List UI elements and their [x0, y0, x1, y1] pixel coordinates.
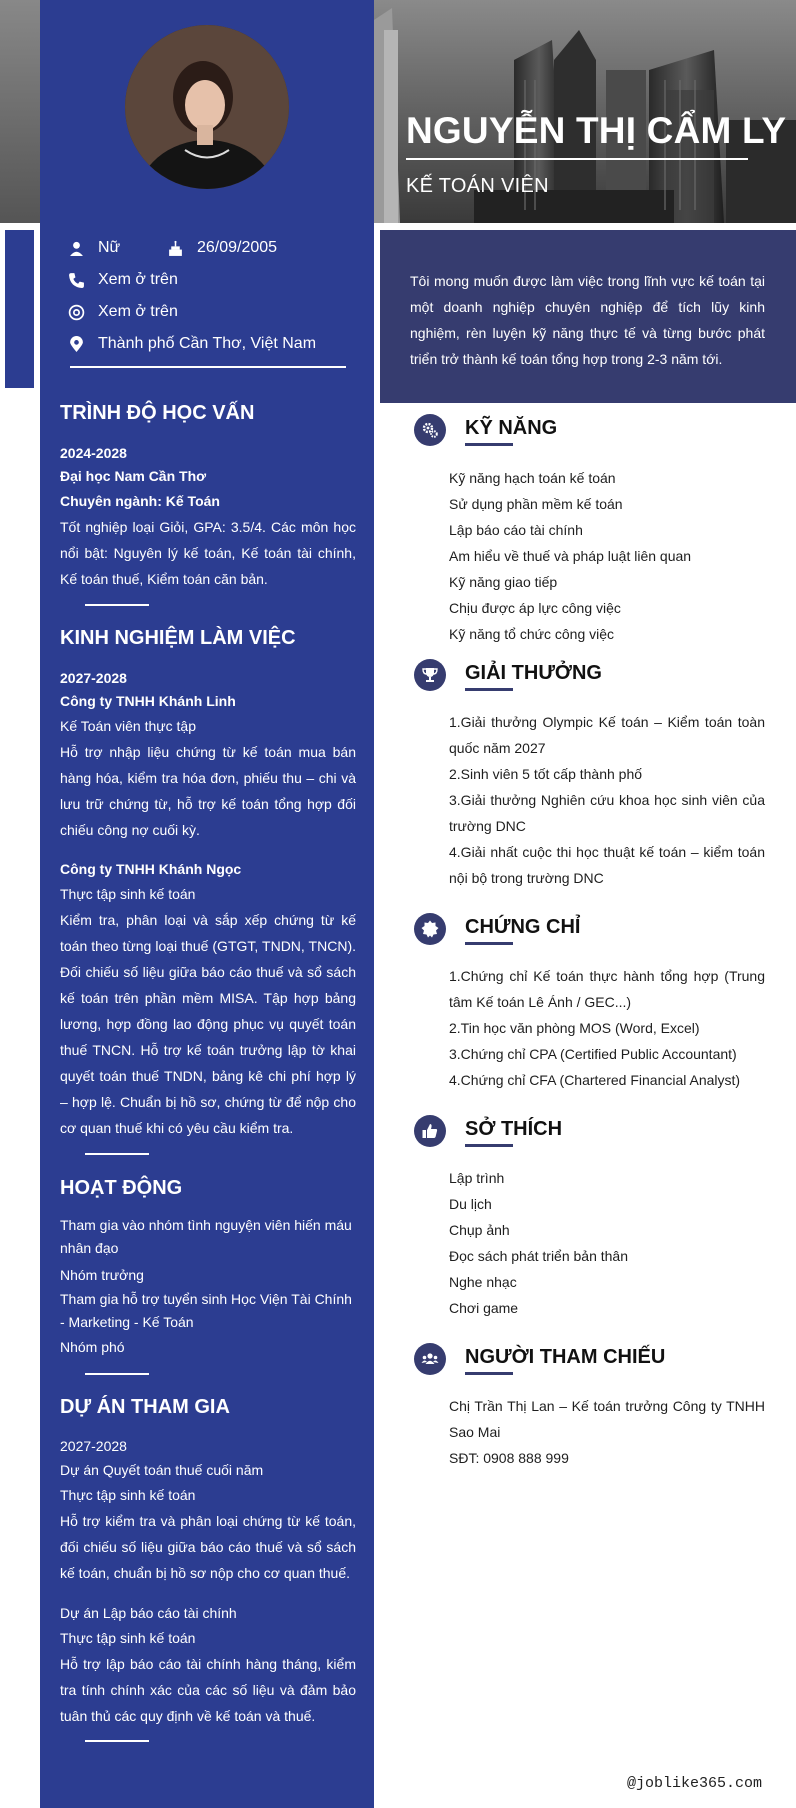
section-divider — [85, 1740, 149, 1742]
name-underline — [406, 158, 748, 160]
users-group-icon — [421, 1350, 439, 1368]
at-sign-icon — [68, 304, 85, 321]
hobby-item: Đọc sách phát triển bản thân — [449, 1248, 629, 1264]
skill-item: Lập báo cáo tài chính — [449, 522, 583, 538]
hobbies-icon-circle — [414, 1115, 446, 1147]
hobby-item: Du lịch — [449, 1196, 492, 1212]
phone-row — [68, 269, 178, 291]
accent-bar — [5, 230, 34, 388]
award-item: 3.Giải thưởng Nghiên cứu khoa học sinh viên của trường DNC — [449, 792, 765, 834]
skill-item: Chịu được áp lực công việc — [449, 600, 621, 616]
certificate-item: 3.Chứng chỉ CPA (Certified Public Accountant) — [449, 1046, 737, 1062]
phone-value: Xem ở trên — [98, 271, 178, 288]
trophy-icon — [421, 666, 439, 684]
skill-item: Sử dụng phần mềm kế toán — [449, 496, 623, 512]
project-name: Dự án Lập báo cáo tài chính — [60, 1605, 237, 1621]
skills-icon-circle — [414, 414, 446, 446]
project-desc: Hỗ trợ lập báo cáo tài chính hàng tháng, kiểm tra tính chính xác của các số liệu và đảm bảo tuân thủ các quy định về kế toán và thuế. — [60, 1656, 356, 1724]
awards-title: GIẢI THƯỞNG — [465, 662, 602, 684]
education-title: TRÌNH ĐỘ HỌC VẤN — [60, 402, 255, 424]
skill-item: Kỹ năng tổ chức công việc — [449, 626, 615, 642]
birthday-cake-icon — [167, 240, 184, 257]
references-title: NGƯỜI THAM CHIẾU — [465, 1346, 666, 1368]
education-major: Chuyên ngành: Kế Toán — [60, 493, 220, 509]
award-item: 1.Giải thưởng Olympic Kế toán – Kiểm toán toàn quốc năm 2027 — [449, 714, 765, 756]
experience-period: 2027-2028 — [60, 670, 127, 686]
title-underline — [465, 443, 513, 446]
reference-phone: SĐT: 0908 888 999 — [449, 1450, 569, 1466]
objective-text: Tôi mong muốn được làm việc trong lĩnh vực kế toán tại một doanh nghiệp chuyên nghiệp để tích lũy kinh nghiệm, rèn luyện kỹ năng thực tế và từng bước phát triển trở thành kế toán tổng hợp trong 2-3 năm tới. — [410, 273, 765, 367]
certificate-item: 4.Chứng chỉ CFA (Chartered Financial Analyst) — [449, 1072, 741, 1088]
project-desc: Hỗ trợ kiểm tra và phân loại chứng từ kế toán, đối chiếu số liệu giữa báo cáo thuế và sổ sách kế toán, chuẩn bị hồ sơ nộp cho cơ quan thuế. — [60, 1513, 356, 1581]
references-icon-circle — [414, 1343, 446, 1375]
award-item: 2.Sinh viên 5 tốt cấp thành phố — [449, 766, 643, 782]
project-role: Thực tập sinh kế toán — [60, 1630, 196, 1646]
hobby-item: Chơi game — [449, 1300, 519, 1316]
phone-icon — [68, 272, 85, 289]
address-value: Thành phố Cần Thơ, Việt Nam — [98, 335, 317, 352]
gender-row — [68, 237, 120, 259]
job-title: KẾ TOÁN VIÊN — [406, 175, 549, 197]
education-school: Đại học Nam Cần Thơ — [60, 468, 207, 484]
title-underline — [465, 942, 513, 945]
candidate-name: NGUYỄN THỊ CẨM LY — [406, 110, 787, 151]
certificates-icon-circle — [414, 913, 446, 945]
awards-icon-circle — [414, 659, 446, 691]
job-desc: Kiểm tra, phân loại và sắp xếp chứng từ kế toán theo từng loại thuế (GTGT, TNDN, TNCN). Đối chiếu số liệu giữa báo cáo thuế và sổ sách kế toán trên phần mềm MISA. Tập hợp bảng lương, hợp đồng lao động phục vụ quyết toán thuế TNCN. Hỗ trợ kế toán trưởng lập tờ khai quyết toán thuế TNDN, bảng kê chi phí hợp lý – hợp lệ. Chuẩn bị hồ sơ, chứng từ để nộp cho cơ quan thuế khi có yêu cầu kiểm tra. — [60, 912, 356, 1136]
location-pin-icon — [68, 336, 85, 353]
experience-title: KINH NGHIỆM LÀM VIỆC — [60, 627, 296, 649]
certificate-item: 1.Chứng chỉ Kế toán thực hành tổng hợp (Trung tâm Kế toán Lê Ánh / GEC...) — [449, 968, 765, 1010]
project-period: 2027-2028 — [60, 1438, 127, 1454]
birthday-value: 26/09/2005 — [197, 239, 278, 256]
skill-item: Kỹ năng giao tiếp — [449, 574, 558, 590]
header-left-strip — [0, 0, 40, 223]
thumbs-up-icon — [421, 1122, 439, 1140]
gender-value: Nữ — [98, 239, 121, 256]
certificate-item: 2.Tin học văn phòng MOS (Word, Excel) — [449, 1020, 700, 1036]
skills-title: KỸ NĂNG — [465, 417, 558, 439]
hobby-item: Lập trình — [449, 1170, 505, 1186]
award-item: 4.Giải nhất cuộc thi học thuật kế toán – kiểm toán nội bộ trong trường DNC — [449, 844, 765, 886]
title-underline — [465, 688, 513, 691]
activity-item: Tham gia hỗ trợ tuyển sinh Học Viện Tài Chính - Marketing - Kế Toán — [60, 1291, 352, 1330]
activity-item: Nhóm phó — [60, 1339, 125, 1355]
hobby-item: Chụp ảnh — [449, 1222, 510, 1238]
info-divider — [70, 366, 346, 368]
section-divider — [85, 1373, 149, 1375]
job-role: Kế Toán viên thực tập — [60, 718, 196, 734]
title-underline — [465, 1144, 513, 1147]
activity-item: Nhóm trưởng — [60, 1267, 144, 1283]
skill-item: Am hiểu về thuế và pháp luật liên quan — [449, 548, 692, 564]
email-value: Xem ở trên — [98, 303, 178, 320]
job-role: Thực tập sinh kế toán — [60, 886, 196, 902]
certificate-badge-icon — [421, 920, 439, 938]
birthday-row — [167, 237, 277, 259]
education-period: 2024-2028 — [60, 445, 127, 461]
certificates-title: CHỨNG CHỈ — [465, 916, 581, 938]
skill-item: Kỹ năng hạch toán kế toán — [449, 470, 616, 486]
project-name: Dự án Quyết toán thuế cuối năm — [60, 1462, 264, 1478]
education-desc: Tốt nghiệp loại Giỏi, GPA: 3.5/4. Các môn học nổi bật: Nguyên lý kế toán, Kế toán tài chính, Kế toán thuế, Kiểm toán căn bản. — [60, 519, 356, 587]
email-row — [68, 301, 178, 323]
avatar — [125, 25, 289, 189]
address-row — [68, 333, 316, 355]
activity-item: Tham gia vào nhóm tình nguyện viên hiến máu nhân đạo — [60, 1217, 352, 1256]
job-company: Công ty TNHH Khánh Ngọc — [60, 861, 242, 877]
reference-person: Chị Trần Thị Lan – Kế toán trưởng Công ty TNHH Sao Mai — [449, 1398, 765, 1440]
section-divider — [85, 604, 149, 606]
gears-icon — [421, 421, 439, 439]
hobby-item: Nghe nhạc — [449, 1274, 517, 1290]
activities-title: HOẠT ĐỘNG — [60, 1177, 183, 1199]
job-desc: Hỗ trợ nhập liệu chứng từ kế toán mua bán hàng hóa, kiểm tra hóa đơn, phiếu thu – chi và lưu trữ chứng từ, hỗ trợ kế toán tổng hợp đối chiếu công nợ cuối kỳ. — [60, 744, 356, 838]
user-icon — [68, 240, 85, 257]
job-company: Công ty TNHH Khánh Linh — [60, 693, 236, 709]
projects-title: DỰ ÁN THAM GIA — [60, 1396, 230, 1418]
title-underline — [465, 1372, 513, 1375]
section-divider — [85, 1153, 149, 1155]
hobbies-title: SỞ THÍCH — [465, 1118, 563, 1140]
footer-watermark: @joblike365.com — [627, 1775, 763, 1792]
project-role: Thực tập sinh kế toán — [60, 1487, 196, 1503]
